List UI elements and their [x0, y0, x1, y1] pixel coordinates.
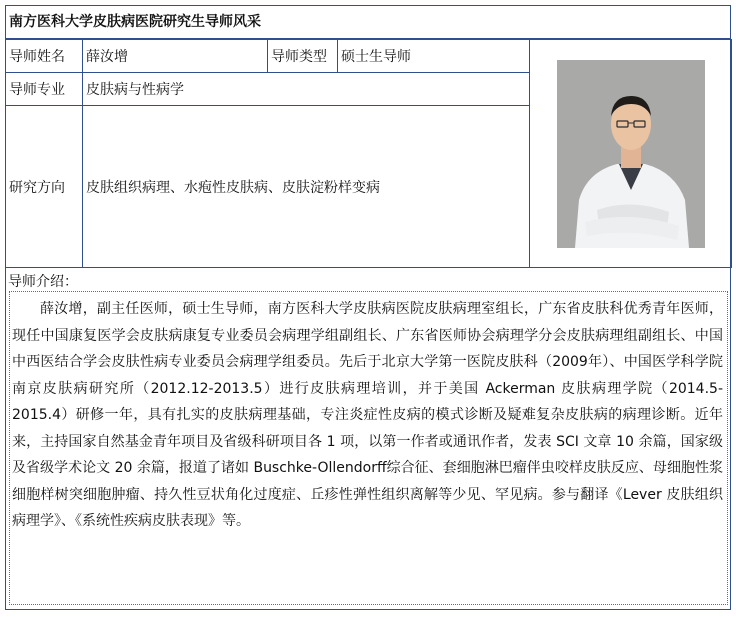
photo-cell	[530, 40, 732, 268]
major-value: 皮肤病与性病学	[83, 73, 530, 106]
intro-label: 导师介绍：	[8, 274, 78, 290]
research-label: 研究方向	[6, 106, 83, 268]
advisor-photo	[557, 60, 705, 248]
intro-text: 薛汝增，副主任医师，硕士生导师，南方医科大学皮肤病医院皮肤病理室组长，广东省皮肤科优秀青年医师，现任中国康复医学会皮肤病康复专业委员会病理学组副组长、广东省医师协会病理学分会皮肤病理组副组长、中国中西医结合学会皮肤性病专业委员会病理学组委员。先后于北京大学第一医院皮肤科（2009年）、中国医学科学院南京皮肤病研究所（2012.12-2013.5）进行皮肤病理培训，并于美国 Ackerman 皮肤病理学院（2014.5-2015.4）研修一年，具有扎实的皮肤病理基础，专注炎症性皮病的模式诊断及疑难复杂皮肤病的病理诊断。近年来，主持国家自然基金青年项目及省级科研项目各 1 项，以第一作者或通讯作者，发表 SCI 文章 10 余篇，国家级及省级学术论文 20 余篇，报道了诸如 Buschke-Ollendorff综合征、套细胞淋巴瘤伴虫咬样皮肤反应、母细胞性浆细胞样树突细胞肿瘤、持久性豆状角化过度症、丘疹性弹性组织离解等少见、罕见病。参与翻译《Lever 皮肤组织病理学》、《系统性疾病皮肤表现》等。	[12, 301, 723, 529]
page-title: 南方医科大学皮肤病医院研究生导师风采	[5, 5, 731, 39]
portrait-image	[557, 60, 705, 248]
name-value: 薛汝增	[83, 40, 268, 73]
research-value: 皮肤组织病理、水疱性皮肤病、皮肤淀粉样变病	[83, 106, 530, 268]
type-label: 导师类型	[268, 40, 338, 73]
major-label: 导师专业	[6, 73, 83, 106]
name-label: 导师姓名	[6, 40, 83, 73]
intro-box	[9, 291, 728, 605]
type-value: 硕士生导师	[338, 40, 530, 73]
info-table	[5, 39, 732, 268]
